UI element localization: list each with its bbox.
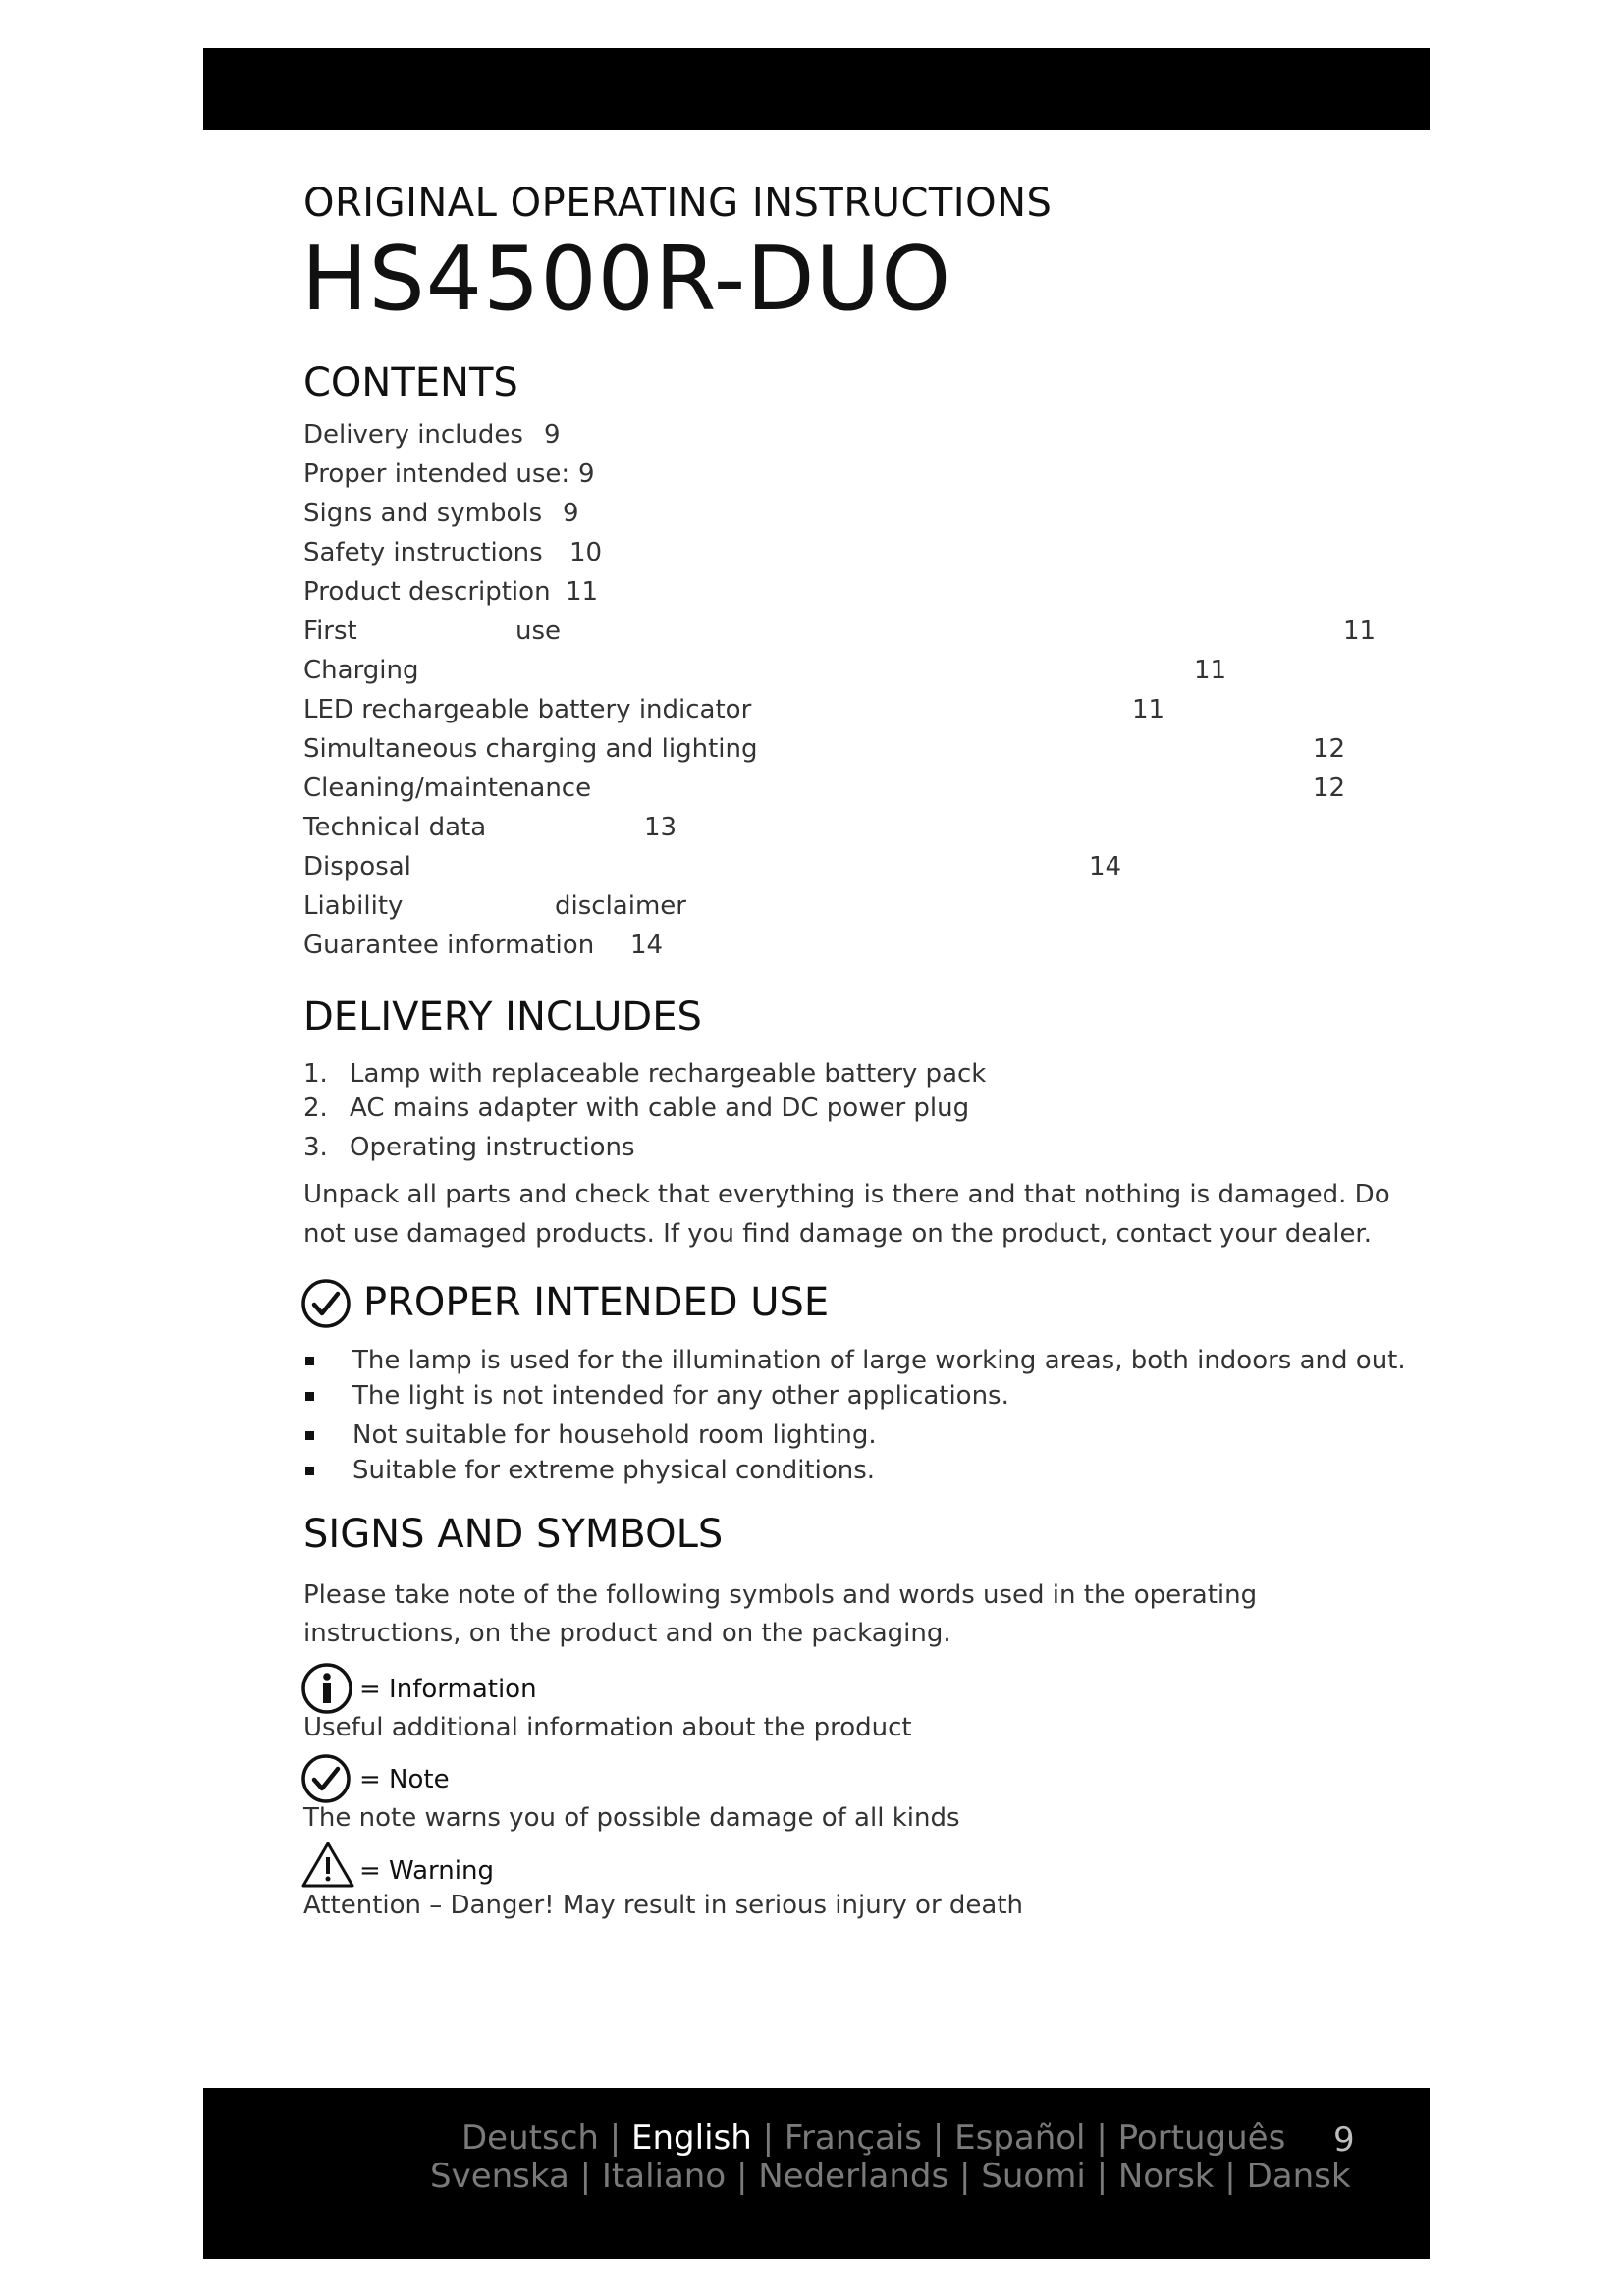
toc-label: Guarantee information	[303, 931, 595, 960]
bullet-marker	[305, 1392, 314, 1401]
toc-item[interactable]	[303, 577, 1433, 613]
delivery-heading: DELIVERY INCLUDES	[303, 994, 702, 1040]
lang-link-suomi[interactable]: Suomi	[981, 2157, 1086, 2196]
delivery-paragraph-line: not use damaged products. If you find damage on the product, contact your dealer.	[303, 1219, 1373, 1249]
toc-item[interactable]	[303, 499, 1433, 534]
page-number: 9	[1333, 2120, 1355, 2160]
lang-link-francais[interactable]: Français	[784, 2118, 923, 2158]
list-number: 3.	[303, 1133, 328, 1162]
lang-link-espanol[interactable]: Español	[954, 2118, 1086, 2158]
toc-label: Cleaning/maintenance	[303, 774, 592, 803]
toc-page: 14	[1089, 852, 1122, 881]
toc-label: Technical data	[303, 813, 487, 842]
list-number: 1.	[303, 1059, 328, 1089]
toc-page: 9	[563, 499, 579, 528]
lang-link-norsk[interactable]: Norsk	[1117, 2157, 1215, 2196]
proper-use-item: The lamp is used for the illumination of large working areas, both indoors and out.	[352, 1346, 1406, 1375]
symbol-description: Attention – Danger! May result in serious injury or death	[303, 1891, 1024, 1920]
lang-link-portugues[interactable]: Português	[1117, 2118, 1286, 2158]
warning-triangle-icon	[300, 1841, 355, 1894]
delivery-item: Operating instructions	[350, 1133, 635, 1162]
toc-page: 14	[630, 931, 664, 960]
toc-label: Delivery includes	[303, 420, 523, 450]
contents-heading: CONTENTS	[303, 360, 518, 405]
lang-link-english[interactable]: English	[631, 2118, 752, 2158]
bullet-marker	[305, 1467, 314, 1475]
toc-page: 12	[1313, 734, 1346, 764]
toc-item[interactable]	[303, 891, 1433, 927]
proper-use-item: Suitable for extreme physical conditions.	[352, 1456, 876, 1485]
toc-label: Liability	[303, 891, 404, 921]
toc-label: Proper intended use:	[303, 459, 570, 489]
list-number: 2.	[303, 1094, 328, 1123]
document-title: HS4500R-DUO	[301, 228, 952, 331]
bullet-marker	[305, 1431, 314, 1440]
delivery-item: Lamp with replaceable rechargeable battery pack	[350, 1059, 987, 1089]
toc-item[interactable]	[303, 734, 1433, 770]
symbol-label-note: = Note	[359, 1765, 450, 1794]
toc-label: Product description	[303, 577, 551, 607]
symbol-description: The note warns you of possible damage of all kinds	[303, 1803, 960, 1833]
bullet-marker	[305, 1357, 314, 1365]
toc-label: LED rechargeable battery indicator	[303, 695, 752, 724]
toc-page: 12	[1313, 774, 1346, 803]
toc-page: 11	[566, 577, 599, 607]
toc-item[interactable]	[303, 538, 1433, 573]
lang-link-svenska[interactable]: Svenska	[430, 2157, 569, 2196]
toc-page: 9	[544, 420, 561, 450]
toc-item[interactable]	[303, 774, 1433, 809]
toc-label: Safety instructions	[303, 538, 543, 567]
toc-page: 13	[644, 813, 677, 842]
toc-item[interactable]	[303, 931, 1433, 966]
check-circle-icon	[300, 1278, 352, 1333]
delivery-item: AC mains adapter with cable and DC power plug	[350, 1094, 970, 1123]
delivery-paragraph-line: Unpack all parts and check that everything is there and that nothing is damaged. Do	[303, 1180, 1390, 1209]
signs-intro-line: Please take note of the following symbols and words used in the operating	[303, 1580, 1258, 1610]
toc-label-2: disclaimer	[555, 891, 686, 921]
toc-label: Charging	[303, 656, 419, 685]
signs-intro-line: instructions, on the product and on the packaging.	[303, 1619, 951, 1648]
toc-label: First	[303, 616, 357, 646]
symbol-label-warning: = Warning	[359, 1856, 494, 1886]
toc-label: Signs and symbols	[303, 499, 543, 528]
toc-page: 9	[578, 459, 595, 489]
document-subtitle: ORIGINAL OPERATING INSTRUCTIONS	[303, 181, 1053, 226]
lang-link-deutsch[interactable]: Deutsch	[461, 2118, 599, 2158]
toc-item[interactable]	[303, 616, 1433, 652]
language-row: Svenska | Italiano | Nederlands | Suomi | Norsk | Dansk	[430, 2157, 1351, 2196]
toc-label: Disposal	[303, 852, 411, 881]
toc-page: 11	[1194, 656, 1227, 685]
toc-item[interactable]	[303, 852, 1433, 887]
lang-link-italiano[interactable]: Italiano	[601, 2157, 727, 2196]
toc-label-2: use	[515, 616, 562, 646]
toc-item[interactable]	[303, 813, 1433, 848]
toc-page: 11	[1132, 695, 1165, 724]
lang-link-dansk[interactable]: Dansk	[1246, 2157, 1351, 2196]
toc-page: 10	[569, 538, 603, 567]
signs-heading: SIGNS AND SYMBOLS	[303, 1512, 724, 1557]
symbol-label-information: = Information	[359, 1675, 537, 1704]
toc-page: 11	[1343, 616, 1377, 646]
language-row: Deutsch | English | Français | Español | Português	[461, 2118, 1286, 2158]
proper-use-item: The light is not intended for any other applications.	[352, 1381, 1009, 1411]
toc-item[interactable]	[303, 695, 1433, 730]
header-bar	[203, 48, 1430, 130]
proper-use-heading: PROPER INTENDED USE	[363, 1280, 830, 1325]
toc-item[interactable]	[303, 420, 1433, 455]
proper-use-item: Not suitable for household room lighting.	[352, 1420, 877, 1450]
check-circle-icon	[300, 1753, 352, 1808]
info-circle-icon	[300, 1662, 353, 1719]
lang-link-nederlands[interactable]: Nederlands	[758, 2157, 949, 2196]
toc-item[interactable]	[303, 459, 1433, 495]
symbol-description: Useful additional information about the product	[303, 1713, 912, 1742]
toc-item[interactable]	[303, 656, 1433, 691]
toc-label: Simultaneous charging and lighting	[303, 734, 758, 764]
